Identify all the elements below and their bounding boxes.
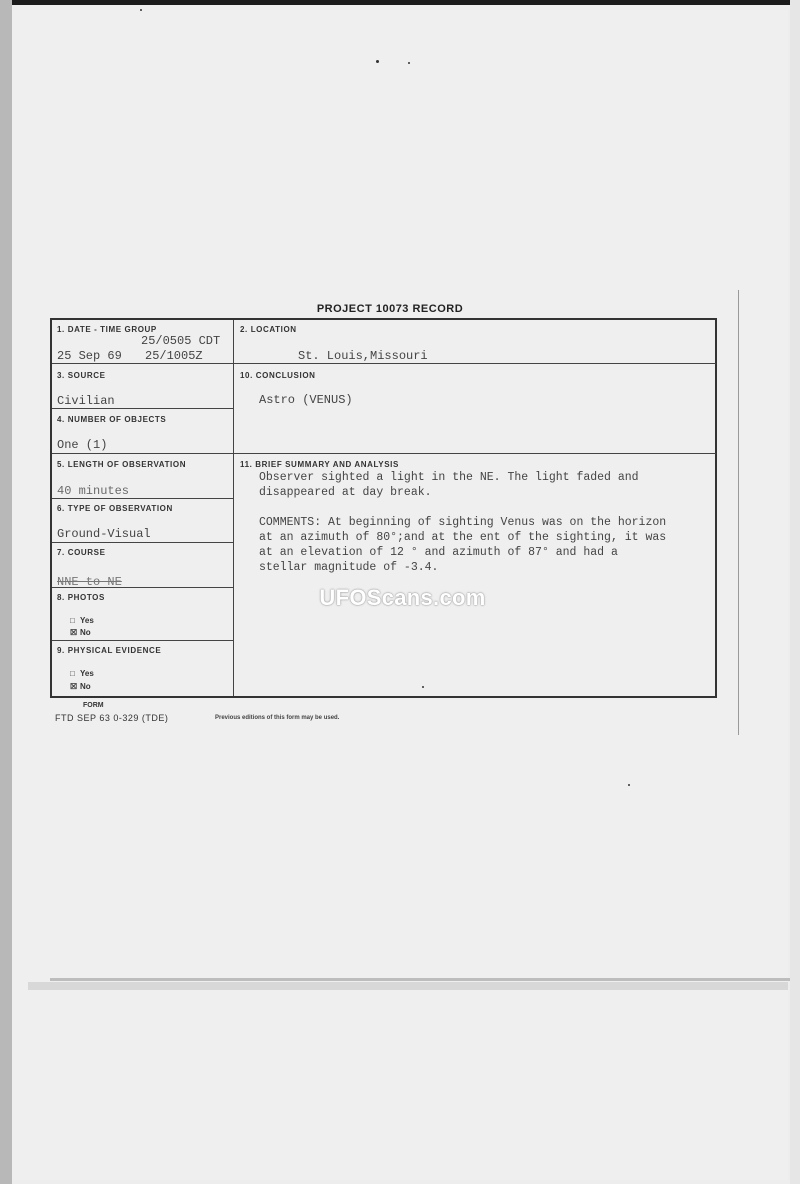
location-label: 2. LOCATION xyxy=(240,325,297,334)
scan-artifact-line xyxy=(50,978,790,981)
scan-top-edge xyxy=(0,0,800,5)
date-value: 25 Sep 69 xyxy=(57,349,122,363)
physical-evidence-label: 9. PHYSICAL EVIDENCE xyxy=(57,646,162,655)
location-value: St. Louis,Missouri xyxy=(298,349,428,363)
evidence-yes-label: Yes xyxy=(80,669,94,678)
type-of-observation-value: Ground-Visual xyxy=(57,527,151,541)
photos-label: 8. PHOTOS xyxy=(57,593,105,602)
watermark: UFOScans.com xyxy=(319,585,486,610)
conclusion-label: 10. CONCLUSION xyxy=(240,371,316,380)
course-label: 7. COURSE xyxy=(57,548,106,557)
evidence-no-label: No xyxy=(80,682,91,691)
summary-text xyxy=(259,470,719,590)
form-title: PROJECT 10073 RECORD xyxy=(316,303,464,315)
photos-no-option xyxy=(70,628,91,637)
row-divider xyxy=(52,640,234,641)
number-of-objects-value: One (1) xyxy=(57,438,108,452)
source-value: Civilian xyxy=(57,394,115,408)
footer-note: Previous editions of this form may be used. xyxy=(215,715,340,721)
checkbox-icon: □ xyxy=(70,616,75,625)
checked-box-icon: ☒ xyxy=(70,628,78,637)
photos-yes-option xyxy=(70,616,94,625)
length-of-observation-label: 5. LENGTH OF OBSERVATION xyxy=(57,460,187,469)
row-divider xyxy=(52,542,234,543)
speck xyxy=(628,784,630,786)
summary-paragraph: Observer sighted a light in the NE. The light faded and disappeared at day break. xyxy=(259,471,639,499)
photos-no-label: No xyxy=(80,628,91,637)
summary-label: 11. BRIEF SUMMARY AND ANALYSIS xyxy=(240,460,399,469)
row-divider xyxy=(52,453,716,454)
type-of-observation-label: 6. TYPE OF OBSERVATION xyxy=(57,504,173,513)
photos-yes-label: Yes xyxy=(80,616,94,625)
speck xyxy=(408,62,410,64)
conclusion-value: Astro (VENUS) xyxy=(259,393,353,407)
scan-shadow-band xyxy=(28,982,788,990)
number-of-objects-label: 4. NUMBER OF OBJECTS xyxy=(57,415,167,424)
length-of-observation-value: 40 minutes xyxy=(57,484,130,498)
speck xyxy=(376,60,379,63)
checkbox-icon: □ xyxy=(70,669,75,678)
evidence-no-option xyxy=(70,682,91,691)
speck xyxy=(140,9,142,11)
source-label: 3. SOURCE xyxy=(57,371,106,380)
evidence-yes-option xyxy=(70,669,94,678)
footer-form-word: FORM xyxy=(83,702,104,709)
row-divider xyxy=(52,498,234,499)
zulu-time-value: 25/1005Z xyxy=(145,349,203,363)
margin-rule xyxy=(738,290,739,735)
row-divider xyxy=(52,408,234,409)
scan-right-edge xyxy=(790,0,800,1184)
scan-left-edge xyxy=(0,0,12,1184)
footer-form-code: FTD SEP 63 0-329 (TDE) xyxy=(55,713,169,723)
course-value: NNE to NE xyxy=(57,575,122,589)
row-divider xyxy=(52,363,716,364)
comments-paragraph: COMMENTS: At beginning of sighting Venus was on the horizon at an azimuth of 80°;and at the ent of the sighting, it was at an elevation of 12 ° and azimuth of 87° and had a stellar magnitude of -3.4. xyxy=(259,516,667,574)
date-time-group-label: 1. DATE - TIME GROUP xyxy=(57,325,157,334)
local-time-value: 25/0505 CDT xyxy=(141,334,221,348)
checked-box-icon: ☒ xyxy=(70,682,78,691)
